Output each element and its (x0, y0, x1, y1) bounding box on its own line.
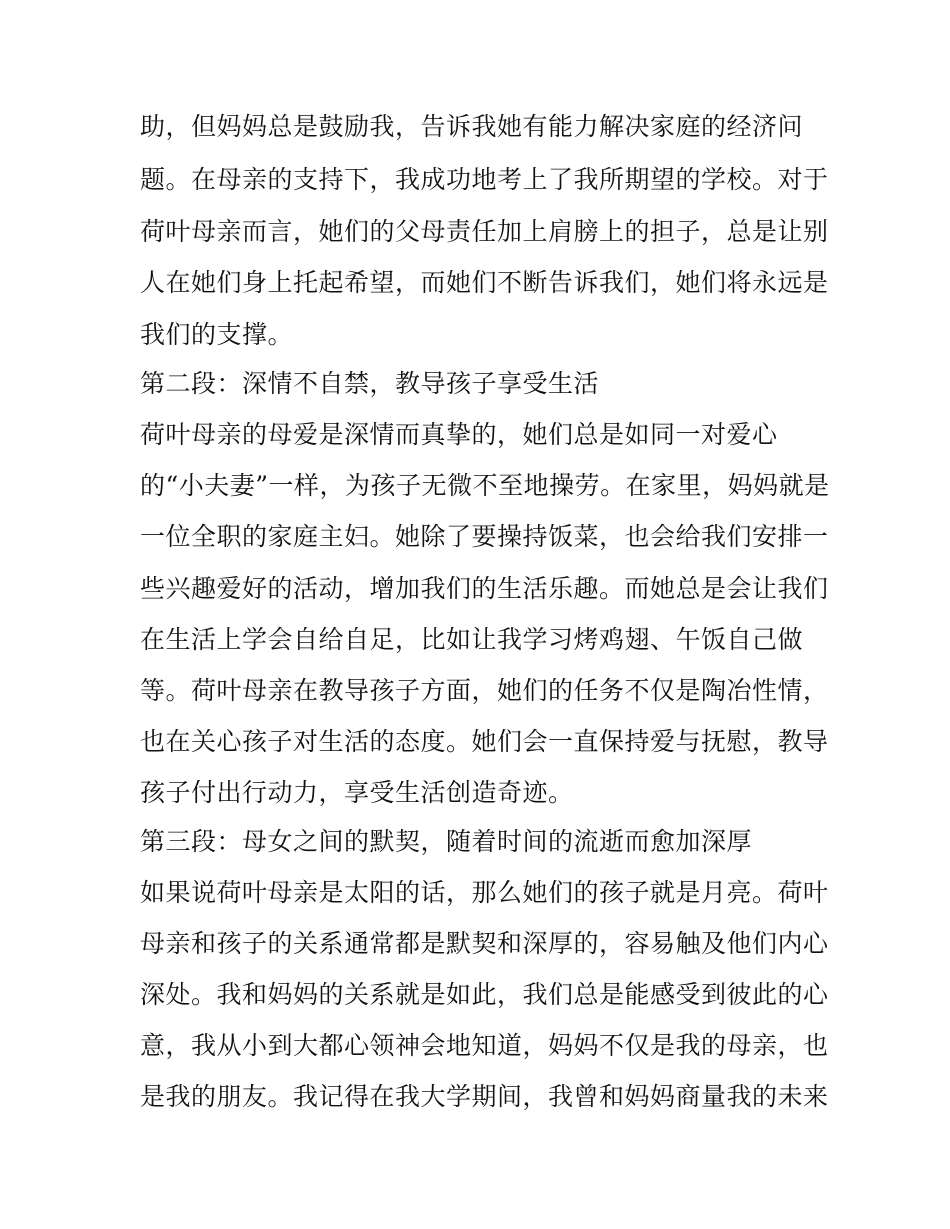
text-line: 也在关心孩子对生活的态度。她们会一直保持爱与抚慰，教导 (140, 727, 829, 756)
text-line: 人在她们身上托起希望，而她们不断告诉我们，她们将永远是 (140, 268, 829, 297)
text-line: 助，但妈妈总是鼓励我，告诉我她有能力解决家庭的经济问 (140, 112, 804, 141)
text-line: 我们的支撑。 (140, 320, 294, 349)
text-line: 荷叶母亲的母爱是深情而真挚的，她们总是如同一对爱心 (140, 420, 778, 449)
text-line: 如果说荷叶母亲是太阳的话，那么她们的孩子就是月亮。荷叶 (140, 878, 829, 907)
text-line: 深处。我和妈妈的关系就是如此，我们总是能感受到彼此的心 (140, 980, 829, 1009)
text-line: 荷叶母亲而言，她们的父母责任加上肩膀上的担子，总是让别 (140, 217, 829, 246)
section-heading-3: 第三段：母女之间的默契，随着时间的流逝而愈加深厚 (140, 827, 753, 856)
text-line: 等。荷叶母亲在教导孩子方面，她们的任务不仅是陶冶性情， (140, 676, 829, 705)
text-line: 些兴趣爱好的活动，增加我们的生活乐趣。而她总是会让我们 (140, 574, 829, 603)
text-line: 是我的朋友。我记得在我大学期间，我曾和妈妈商量我的未来 (140, 1082, 829, 1111)
text-line: 题。在母亲的支持下，我成功地考上了我所期望的学校。对于 (140, 165, 829, 194)
text-line: 母亲和孩子的关系通常都是默契和深厚的，容易触及他们内心 (140, 929, 829, 958)
section-heading-2: 第二段：深情不自禁，教导孩子享受生活 (140, 369, 600, 398)
text-line: 孩子付出行动力，享受生活创造奇迹。 (140, 778, 574, 807)
text-line: 意，我从小到大都心领神会地知道，妈妈不仅是我的母亲，也 (140, 1031, 829, 1060)
text-line: 一位全职的家庭主妇。她除了要操持饭菜，也会给我们安排一 (140, 522, 829, 551)
text-line: 的“小夫妻”一样，为孩子无微不至地操劳。在家里，妈妈就是 (140, 471, 830, 500)
text-line: 在生活上学会自给自足，比如让我学习烤鸡翅、午饭自己做 (140, 625, 804, 654)
